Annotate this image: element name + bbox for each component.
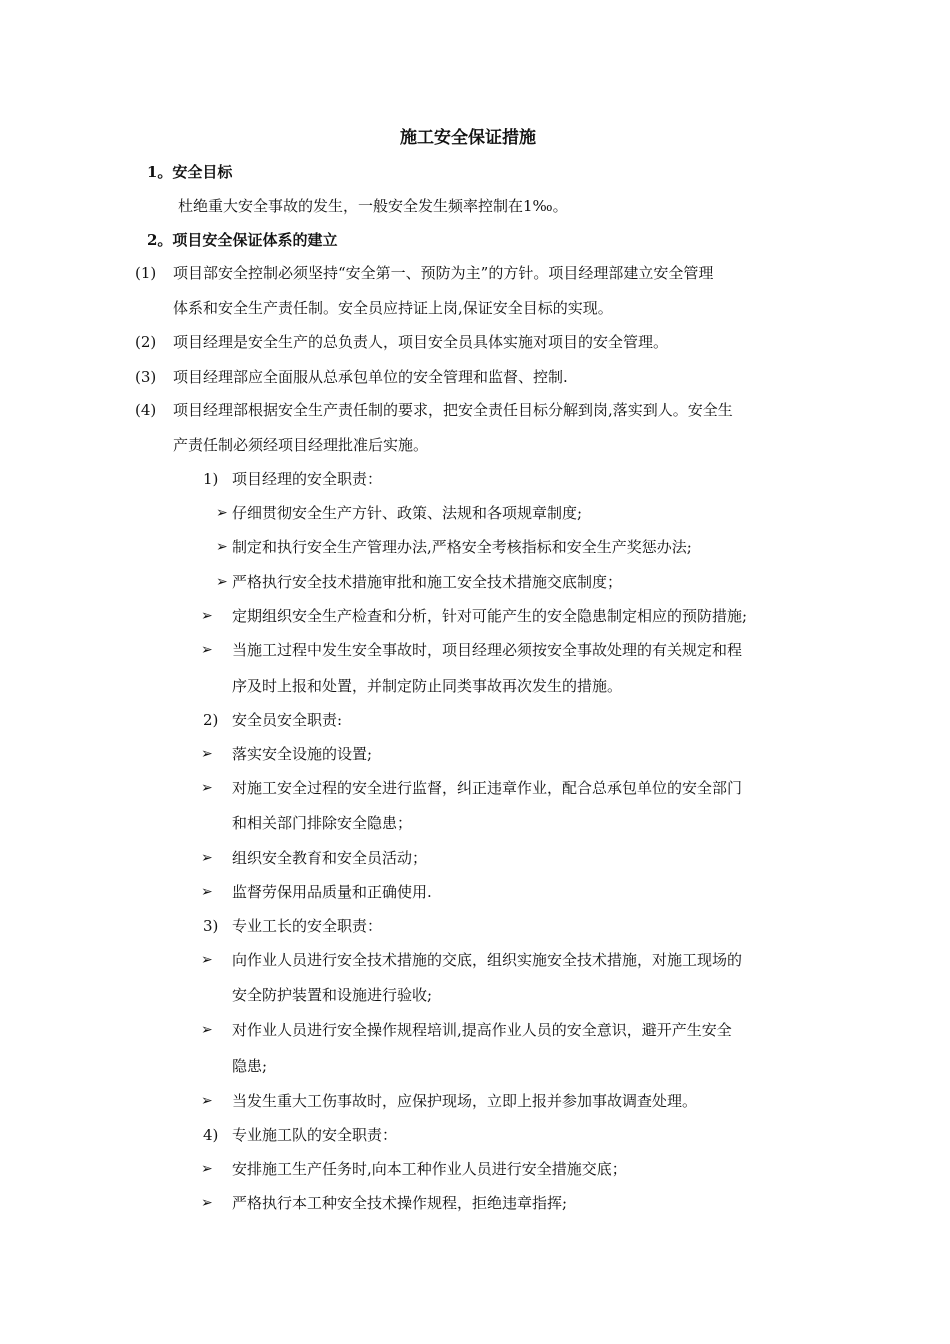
arrow-bullet-icon: ➢ [201, 1022, 213, 1038]
bullet-text: 隐患; [232, 1057, 268, 1075]
bullet-text: 监督劳保用品质量和正确使用. [232, 883, 432, 901]
item-number: (2) [135, 333, 157, 351]
subsection-heading: 专业施工队的安全职责： [232, 1126, 398, 1144]
bullet-text: 定期组织安全生产检查和分析，针对可能产生的安全隐患制定相应的预防措施; [232, 607, 748, 625]
subsection-heading: 项目经理的安全职责： [232, 470, 383, 488]
paragraph-line: 项目经理部应全面服从总承包单位的安全管理和监督、控制. [173, 368, 568, 386]
arrow-bullet-icon: ➢ [216, 574, 228, 590]
subsection-heading: 专业工长的安全职责： [232, 917, 383, 935]
bullet-text: 组织安全教育和安全员活动； [232, 849, 428, 867]
bullet-text: 制定和执行安全生产管理办法,严格安全考核指标和安全生产奖惩办法; [232, 538, 692, 556]
subsection-number: 4) [203, 1126, 219, 1144]
paragraph-line: 项目部安全控制必须坚持“安全第一、预防为主”的方针。项目经理部建立安全管理 [173, 264, 714, 282]
paragraph: 杜绝重大安全事故的发生，一般安全发生频率控制在1‰。 [178, 197, 568, 215]
paragraph-line: 项目经理部根据安全生产责任制的要求，把安全责任目标分解到岗,落实到人。安全生 [173, 401, 733, 419]
bullet-text: 当施工过程中发生安全事故时，项目经理必须按安全事故处理的有关规定和程 [232, 641, 743, 659]
arrow-bullet-icon: ➢ [201, 780, 213, 796]
bullet-text: 和相关部门排除安全隐患； [232, 814, 413, 832]
bullet-text: 严格执行本工种安全技术操作规程，拒绝违章指挥; [232, 1194, 568, 1212]
arrow-bullet-icon: ➢ [201, 1161, 213, 1177]
item-number: (3) [135, 368, 157, 386]
arrow-bullet-icon: ➢ [201, 1195, 213, 1211]
document-title: 施工安全保证措施 [400, 128, 536, 148]
arrow-bullet-icon: ➢ [201, 952, 213, 968]
subsection-heading: 安全员安全职责: [232, 711, 343, 729]
arrow-bullet-icon: ➢ [201, 850, 213, 866]
arrow-bullet-icon: ➢ [216, 539, 228, 555]
bullet-text: 向作业人员进行安全技术措施的交底，组织实施安全技术措施，对施工现场的 [232, 951, 743, 969]
arrow-bullet-icon: ➢ [201, 642, 213, 658]
item-number: (1) [135, 264, 157, 282]
paragraph-line: 产责任制必须经项目经理批准后实施。 [173, 436, 429, 454]
bullet-text: 安排施工生产任务时,向本工种作业人员进行安全措施交底； [232, 1160, 627, 1178]
arrow-bullet-icon: ➢ [216, 505, 228, 521]
item-number: (4) [135, 401, 157, 419]
section-heading: 2。项目安全保证体系的建立 [147, 231, 338, 249]
arrow-bullet-icon: ➢ [201, 608, 213, 624]
section-heading: 1。安全目标 [147, 163, 233, 181]
bullet-text: 对施工安全过程的安全进行监督，纠正违章作业，配合总承包单位的安全部门 [232, 779, 743, 797]
bullet-text: 当发生重大工伤事故时，应保护现场，立即上报并参加事故调查处理。 [232, 1092, 698, 1110]
bullet-text: 严格执行安全技术措施审批和施工安全技术措施交底制度； [232, 573, 623, 591]
paragraph-line: 项目经理是安全生产的总负责人，项目安全员具体实施对项目的安全管理。 [173, 333, 669, 351]
bullet-text: 序及时上报和处置，并制定防止同类事故再次发生的措施。 [232, 677, 623, 695]
bullet-text: 对作业人员进行安全操作规程培训,提高作业人员的安全意识，避开产生安全 [232, 1021, 732, 1039]
subsection-number: 1) [203, 470, 219, 488]
arrow-bullet-icon: ➢ [201, 1093, 213, 1109]
paragraph-line: 体系和安全生产责任制。安全员应持证上岗,保证安全目标的实现。 [173, 299, 613, 317]
subsection-number: 3) [203, 917, 219, 935]
arrow-bullet-icon: ➢ [201, 746, 213, 762]
bullet-text: 落实安全设施的设置; [232, 745, 373, 763]
arrow-bullet-icon: ➢ [201, 884, 213, 900]
bullet-text: 仔细贯彻安全生产方针、政策、法规和各项规章制度; [232, 504, 583, 522]
subsection-number: 2) [203, 711, 219, 729]
bullet-text: 安全防护装置和设施进行验收; [232, 986, 433, 1004]
